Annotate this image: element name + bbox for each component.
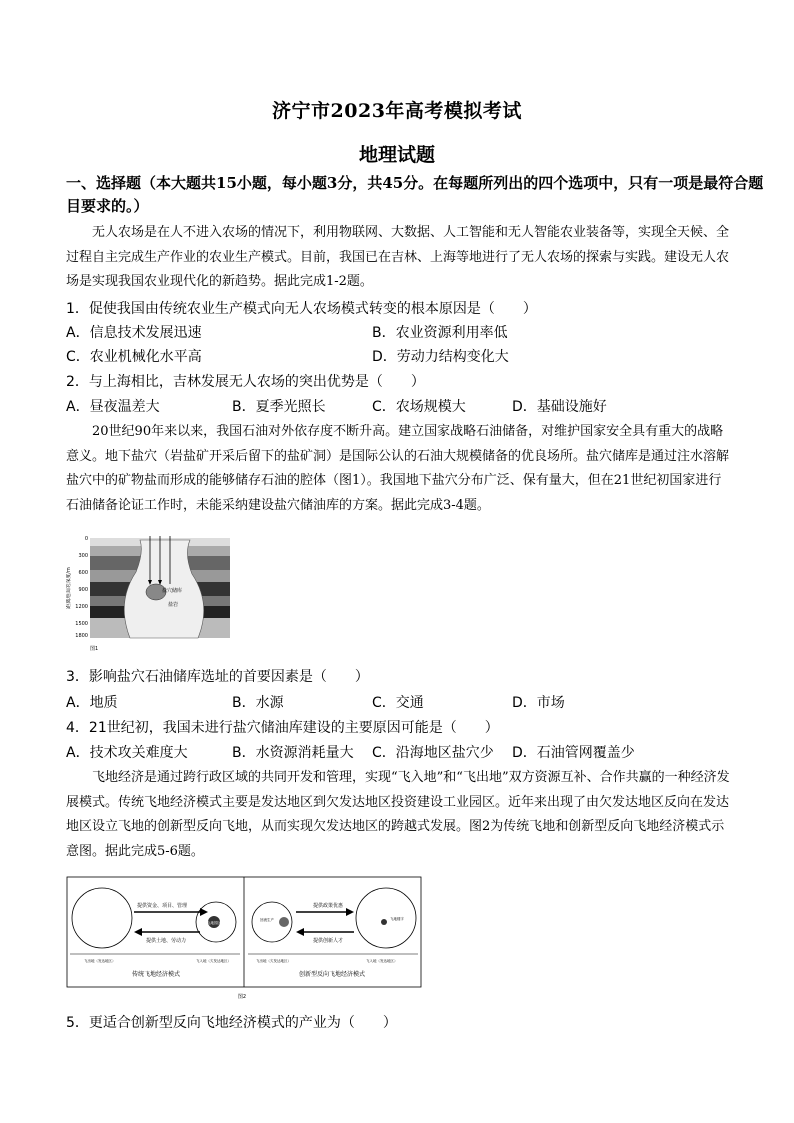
question-1-stem: 1．促使我国由传统农业生产模式向无人农场模式转变的根本原因是（ ） — [66, 301, 537, 317]
ytick-300: 300 — [78, 553, 88, 559]
figure-1-caption: 图1 — [90, 646, 99, 652]
q4-option-c[interactable]: C．沿海地区盐穴少 — [372, 745, 494, 761]
question-5-stem: 5．更适合创新型反向飞地经济模式的产业为（ ） — [66, 1015, 397, 1031]
label-enclave-building: 飞地楼宇 — [390, 917, 404, 921]
right-arrow-top-label: 提供政策优惠 — [312, 903, 344, 909]
q3-option-b[interactable]: B．水源 — [232, 695, 284, 711]
label-salt-cavern: 盐穴储库 — [162, 588, 183, 594]
question-2-stem: 2．与上海相比，吉林发展无人农场的突出优势是（ ） — [66, 374, 425, 390]
section-heading-line2: 目要求的。） — [66, 197, 149, 215]
q4-option-b[interactable]: B．水资源消耗量大 — [232, 745, 354, 761]
section-heading — [66, 172, 764, 218]
right-base-right: 飞入地（发达地区） — [366, 959, 398, 963]
ytick-1500: 1500 — [75, 621, 88, 627]
question-4-stem: 4．21世纪初，我国未进行盐穴储油库建设的主要原因可能是（ ） — [66, 720, 499, 736]
q1-option-b[interactable]: B．农业资源利用率低 — [372, 325, 508, 341]
exam-title: 济宁市2023年高考模拟考试 — [272, 100, 522, 122]
ytick-1200: 1200 — [75, 604, 88, 610]
right-base-left: 飞出地（欠发达地区） — [256, 959, 291, 963]
label-enclave-park: 飞地园区 — [207, 921, 221, 925]
salt-cavern-diagram — [66, 532, 234, 654]
q2-option-c[interactable]: C．农场规模大 — [372, 399, 466, 415]
q1-option-d[interactable]: D．劳动力结构变化大 — [372, 349, 509, 365]
left-base-left: 飞出地（发达地区） — [84, 959, 116, 963]
passage-3: 飞地经济是通过跨行政区域的共同开发和管理，实现“飞入地”和“飞出地”双方资源互补、合作共赢的一种经济发展模式。传统飞地经济模式主要是发达地区到欠发达地区投资建设工业园区。近年来出现了由欠发达地区反向在发达地区设立飞地的创新型反向飞地，从而实现欠发达地区的跨越式发展。图2为传统飞地和创新型反向飞地经济模式示意图。据此完成5-6题。 — [66, 770, 730, 859]
q4-option-d[interactable]: D．石油管网覆盖少 — [512, 745, 635, 761]
ytick-600: 600 — [78, 570, 88, 576]
right-panel-title: 创新型反向飞地经济模式 — [298, 971, 366, 978]
q1-option-a[interactable]: A．信息技术发展迅速 — [66, 325, 202, 341]
passage-2: 20世纪90年来以来，我国石油对外依存度不断升高。建立国家战略石油储备，对维护国家安全具有重大的战略意义。地下盐穴（岩盐矿开采后留下的盐矿洞）是国际公认的石油大规模储备的优良场所。盐穴储库是通过注水溶解盐穴中的矿物盐而形成的能够储存石油的腔体（图1）。我国地下盐穴分布广泛、保有量大，但在21世纪初国家进行石油储备论证工作时，未能采纳建设盐穴储油库的方案。据此完成3-4题。 — [66, 424, 730, 513]
right-arrow-bottom-label: 提供创新人才 — [312, 938, 344, 944]
enclave-economy-diagram — [66, 876, 422, 1002]
left-panel-title: 传统飞地经济模式 — [131, 971, 181, 978]
figure-1-ylabel: 距离地面的深度/m — [66, 567, 72, 609]
question-3-stem: 3．影响盐穴石油储库选址的首要因素是（ ） — [66, 669, 369, 685]
ytick-1800: 1800 — [75, 633, 88, 639]
label-salt-rock: 盐岩 — [168, 602, 179, 608]
left-base-right: 飞入地（欠发达地区） — [196, 959, 231, 963]
q2-option-d[interactable]: D．基础设施好 — [512, 399, 607, 415]
q3-option-a[interactable]: A．地质 — [66, 695, 118, 711]
section-heading-line1: 一、选择题（本大题共15小题，每小题3分，共45分。在每题所列出的四个选项中，只有一项是最符合题 — [66, 174, 764, 192]
figure-2 — [66, 876, 422, 1002]
q2-option-b[interactable]: B．夏季光照长 — [232, 399, 326, 415]
label-return-production: 回流生产 — [260, 918, 274, 922]
ytick-900: 900 — [78, 587, 88, 593]
figure-2-caption: 图2 — [237, 994, 247, 1000]
ytick-0: 0 — [84, 536, 88, 542]
left-arrow-bottom-label: 提供土地、劳动力 — [145, 938, 187, 944]
figure-1-yticks — [75, 536, 88, 639]
q1-option-c[interactable]: C．农业机械化水平高 — [66, 349, 202, 365]
exam-subtitle: 地理试题 — [358, 144, 435, 166]
q3-option-d[interactable]: D．市场 — [512, 695, 565, 711]
q4-option-a[interactable]: A．技术攻关难度大 — [66, 745, 188, 761]
left-arrow-top-label: 提供资金、项目、管理 — [136, 903, 188, 909]
figure-1 — [66, 532, 234, 654]
q2-option-a[interactable]: A．昼夜温差大 — [66, 399, 160, 415]
q3-option-c[interactable]: C．交通 — [372, 695, 424, 711]
passage-1: 无人农场是在人不进入农场的情况下，利用物联网、大数据、人工智能和无人智能农业装备等，实现全天候、全过程自主完成生产作业的农业生产模式。目前，我国已在吉林、上海等地进行了无人农场的探索与实践。建设无人农场是实现我国农业现代化的新趋势。据此完成1-2题。 — [66, 225, 730, 289]
